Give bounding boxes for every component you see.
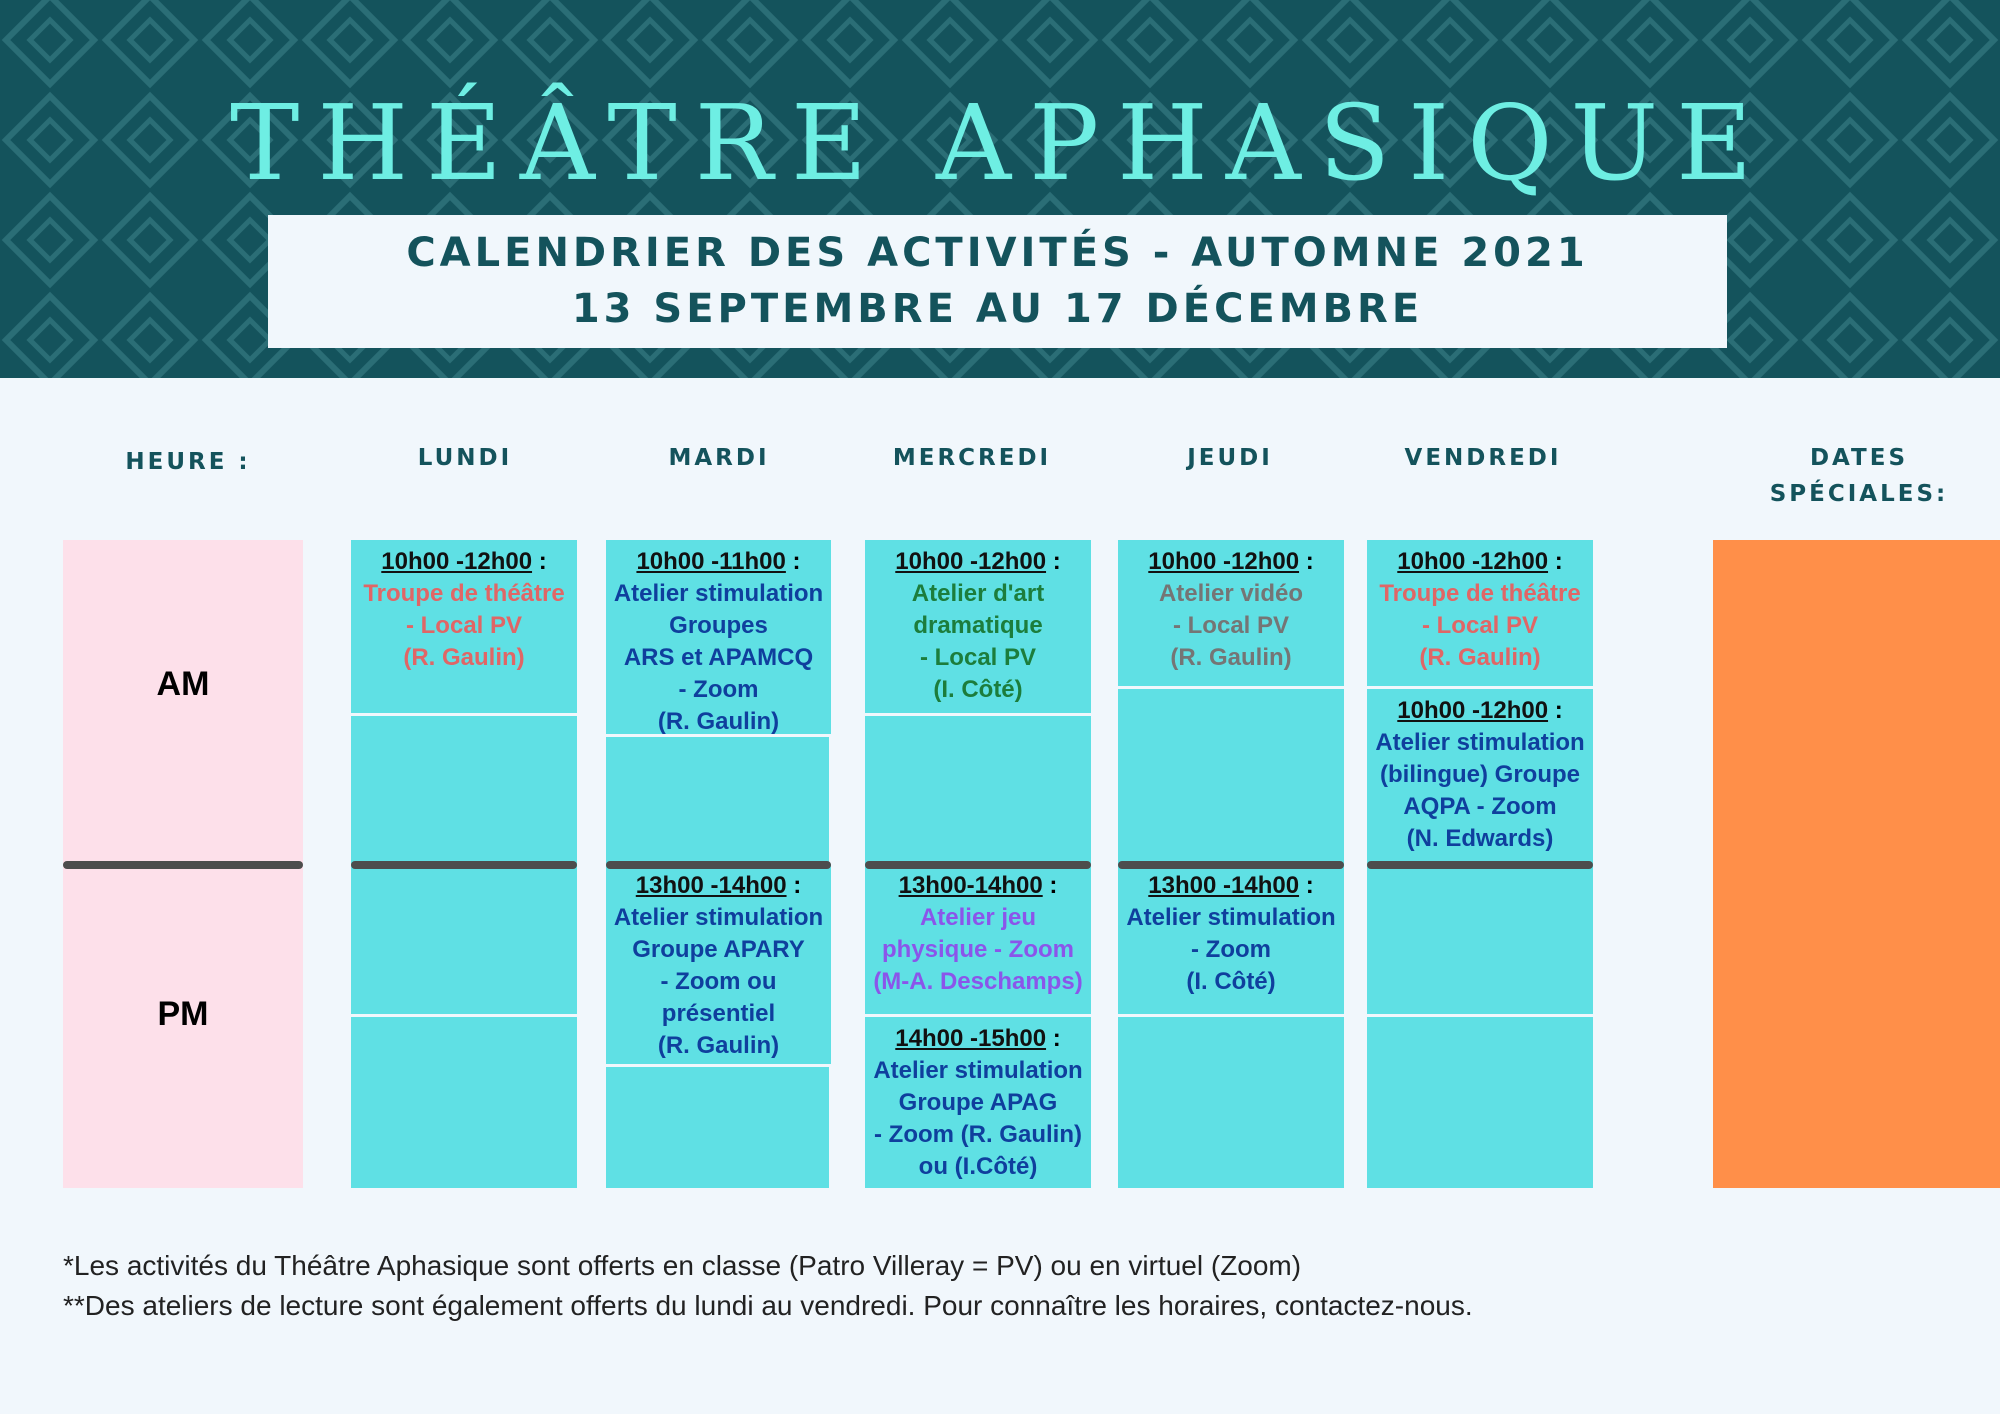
mardi-am-empty — [606, 737, 829, 864]
lundi-pm-empty-1 — [351, 864, 577, 1014]
subtitle-line2: 13 SEPTEMBRE AU 17 DÉCEMBRE — [571, 286, 1424, 332]
col-lundi: LUNDI — [417, 445, 513, 471]
am-pm-divider-heure — [63, 861, 303, 869]
mercredi-am-empty — [865, 716, 1091, 864]
jeudi-pm-activity: 13h00 -14h00 : Atelier stimulation - Zoom (I. Côté) — [1118, 864, 1344, 1014]
footnote-2: **Des ateliers de lecture sont également offerts du lundi au vendredi. Pour connaître les horaires, contactez-nous. — [63, 1290, 1473, 1321]
lundi-am-activity: 10h00 -12h00 : Troupe de théâtre - Local PV (R. Gaulin) — [351, 540, 577, 713]
header-banner — [0, 0, 2000, 378]
mardi-am-activity: 10h00 -11h00 : Atelier stimulation Groupes ARS et APAMCQ - Zoom (R. Gaulin) — [606, 540, 831, 734]
pm-label: PM — [157, 995, 209, 1033]
jeudi-am-activity: 10h00 -12h00 : Atelier vidéo - Local PV (R. Gaulin) — [1118, 540, 1344, 686]
mercredi-pm-activity-2: 14h00 -15h00 : Atelier stimulation Groupe APAG - Zoom (R. Gaulin) ou (I.Côté) — [865, 1017, 1091, 1188]
mardi-pm-activity: 13h00 -14h00 : Atelier stimulation Groupe APARY - Zoom ou présentiel (R. Gaulin) — [606, 864, 831, 1064]
vendredi-am-activity-1: 10h00 -12h00 : Troupe de théâtre - Local PV (R. Gaulin) — [1367, 540, 1593, 686]
col-dates-speciales: DATES SPÉCIALES: — [1769, 445, 1949, 507]
vendredi-pm-empty-2 — [1367, 1017, 1593, 1188]
jeudi-am-empty — [1118, 689, 1344, 864]
footnote-1: *Les activités du Théâtre Aphasique sont offerts en classe (Patro Villeray = PV) ou en virtuel (Zoom) — [63, 1250, 1302, 1281]
jeudi-pm-empty — [1118, 1017, 1344, 1188]
subtitle-box — [268, 215, 1727, 348]
mardi-pm-empty — [606, 1067, 829, 1188]
page-title: THÉÂTRE APHASIQUE — [229, 82, 1771, 204]
col-jeudi: JEUDI — [1187, 445, 1273, 471]
col-mercredi: MERCREDI — [892, 445, 1052, 471]
lundi-pm-empty-2 — [351, 1017, 577, 1188]
col-heure: HEURE : — [125, 449, 251, 475]
am-pm-divider-mardi — [606, 861, 831, 869]
am-pm-divider-mercredi — [865, 861, 1091, 869]
am-pm-divider-jeudi — [1118, 861, 1344, 869]
lundi-am-empty — [351, 716, 577, 864]
subtitle-line1: CALENDRIER DES ACTIVITÉS - AUTOMNE 2021 — [406, 230, 1589, 276]
am-pm-divider-lundi — [351, 861, 577, 869]
col-vendredi: VENDREDI — [1404, 445, 1562, 471]
mercredi-am-activity: 10h00 -12h00 : Atelier d'art dramatique - Local PV (I. Côté) — [865, 540, 1091, 713]
vendredi-am-activity-2: 10h00 -12h00 : Atelier stimulation (bilingue) Groupe AQPA - Zoom (N. Edwards) — [1367, 689, 1593, 864]
mercredi-pm-activity-1: 13h00-14h00 : Atelier jeu physique - Zoom (M-A. Deschamps) — [865, 864, 1091, 1014]
vendredi-pm-empty-1 — [1367, 864, 1593, 1014]
dates-speciales-panel — [1713, 540, 2000, 1188]
am-label: AM — [156, 665, 210, 703]
col-mardi: MARDI — [668, 445, 770, 471]
am-pm-divider-vendredi — [1367, 861, 1593, 869]
